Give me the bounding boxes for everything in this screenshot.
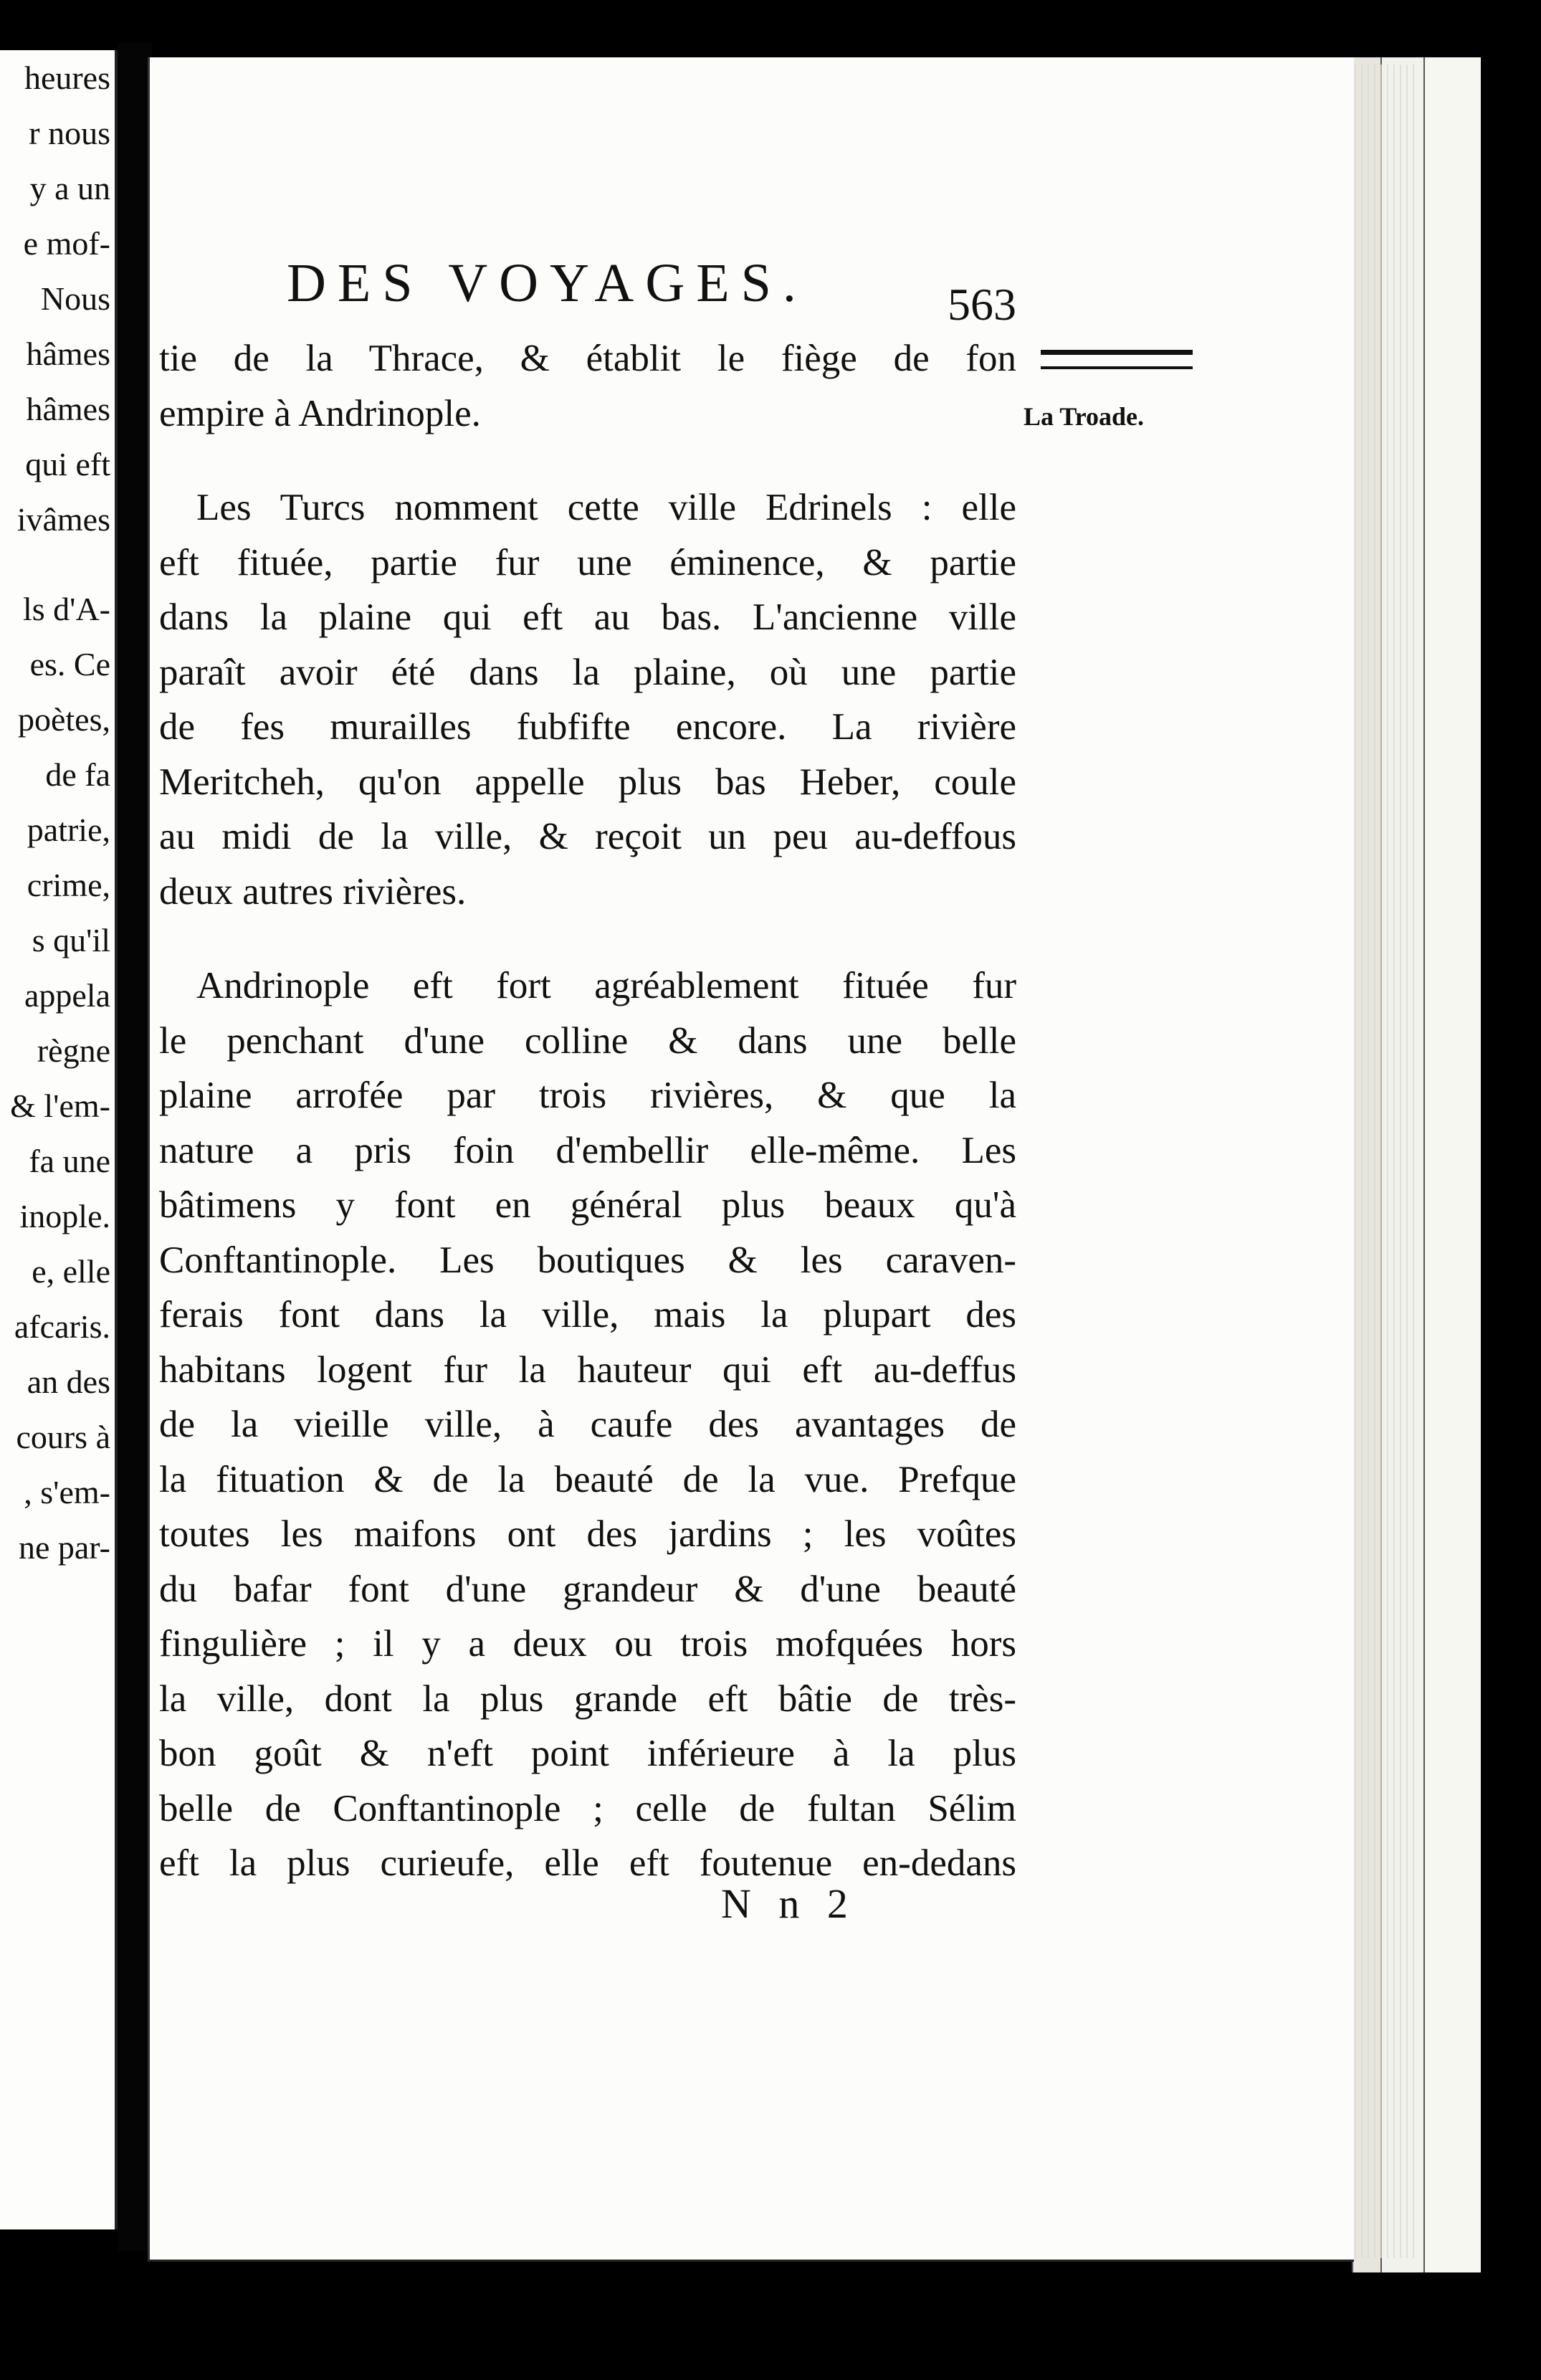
text-line: plaine arrofée par trois rivières, & que la bbox=[159, 1075, 1016, 1116]
page-stack-lines bbox=[1355, 65, 1419, 2258]
left-page-line: r nous bbox=[29, 115, 110, 151]
text-line: empire à Andrinople. bbox=[159, 392, 481, 434]
left-page-line: es. Ce bbox=[29, 646, 110, 682]
left-page-line: s qu'il bbox=[32, 922, 110, 958]
text-line: toutes les maifons ont des jardins ; les voûtes bbox=[159, 1513, 1016, 1555]
text-line: nature a pris foin d'embellir elle-même. Les bbox=[159, 1129, 1016, 1171]
text-line: fingulière ; il y a deux ou trois mofquées hors bbox=[159, 1623, 1016, 1665]
text-line: de la vieille ville, à caufe des avantages de bbox=[159, 1404, 1016, 1445]
text-line: la ville, dont la plus grande eft bâtie de très- bbox=[159, 1677, 1016, 1720]
left-page-line: fa une bbox=[29, 1143, 110, 1179]
left-page-line: qui eft bbox=[25, 446, 110, 482]
left-page-line: ivâmes bbox=[16, 501, 110, 538]
left-page-line: e mof- bbox=[23, 225, 110, 262]
text-line: Meritcheh, qu'on appelle plus bas Heber, coule bbox=[159, 761, 1016, 803]
paragraph bbox=[159, 480, 1016, 919]
text-line: paraît avoir été dans la plaine, où une partie bbox=[159, 651, 1016, 693]
left-page-line: poètes, bbox=[17, 701, 110, 738]
text-line: Andrinople eft fort agréablement fituée fur bbox=[196, 965, 1016, 1006]
left-page-line: ls d'A- bbox=[22, 591, 110, 627]
left-page-line: règne bbox=[37, 1032, 110, 1069]
left-page-line: & l'em- bbox=[10, 1087, 110, 1124]
left-page-line bbox=[0, 547, 110, 581]
text-line: du bafar font d'une grandeur & d'une beauté bbox=[159, 1568, 1016, 1610]
text-line: dans la plaine qui eft au bas. L'ancienne ville bbox=[159, 596, 1016, 638]
left-page-line: heures bbox=[24, 60, 110, 96]
left-page-line: appela bbox=[24, 977, 110, 1014]
left-page-line: hâmes bbox=[26, 391, 110, 427]
left-facing-page bbox=[0, 50, 118, 2229]
left-page-line: hâmes bbox=[26, 335, 110, 372]
paragraph bbox=[159, 331, 1016, 441]
left-page-line: afcaris. bbox=[14, 1308, 110, 1345]
paragraph-gap bbox=[159, 919, 1016, 958]
paragraph-gap bbox=[159, 441, 1016, 480]
running-head: DES VOYAGES. bbox=[287, 253, 808, 313]
text-line: bâtimens y font en général plus beaux qu'à bbox=[159, 1184, 1016, 1226]
left-page-line: cours à bbox=[16, 1419, 110, 1455]
book-gutter bbox=[118, 43, 152, 2251]
body-text bbox=[159, 331, 1016, 1891]
left-page-line: e, elle bbox=[32, 1253, 110, 1290]
left-page-line: y a un bbox=[29, 170, 110, 206]
page-number: 563 bbox=[948, 279, 1016, 330]
margin-note: La Troade. bbox=[1024, 402, 1145, 431]
text-line: deux autres rivières. bbox=[159, 870, 467, 913]
left-page-line: ne par- bbox=[18, 1529, 110, 1566]
text-line: belle de Conftantinople ; celle de fultan Sélim bbox=[159, 1787, 1016, 1829]
text-line: au midi de la ville, & reçoit un peu au-deffous bbox=[159, 816, 1016, 857]
page-edge bbox=[1423, 57, 1481, 2272]
text-line: Conftantinople. Les boutiques & les caraven- bbox=[159, 1239, 1016, 1281]
left-page-line: de fa bbox=[45, 756, 110, 793]
paragraph bbox=[159, 958, 1016, 1891]
text-line: ferais font dans la ville, mais la plupart des bbox=[159, 1294, 1016, 1336]
left-page-line: an des bbox=[27, 1363, 110, 1400]
text-line: la fituation & de la beauté de la vue. Prefque bbox=[159, 1458, 1016, 1500]
header-rule bbox=[1041, 350, 1193, 369]
left-page-line: , s'em- bbox=[24, 1474, 110, 1510]
left-page-line: crime, bbox=[27, 867, 110, 903]
text-line: de fes murailles fubfifte encore. La rivière bbox=[159, 706, 1016, 748]
left-page-line: inople. bbox=[19, 1198, 110, 1234]
text-line: eft fituée, partie fur une éminence, & partie bbox=[159, 541, 1016, 584]
text-line: habitans logent fur la hauteur qui eft au-deffus bbox=[159, 1348, 1016, 1391]
text-line: tie de la Thrace, & établit le fiège de fon bbox=[159, 338, 1016, 379]
left-page-line: patrie, bbox=[27, 811, 110, 848]
left-page-text bbox=[0, 50, 110, 1575]
text-line: Les Turcs nomment cette ville Edrinels : elle bbox=[196, 487, 1016, 528]
signature-mark: N n 2 bbox=[721, 1880, 857, 1927]
left-page-line: Nous bbox=[40, 280, 110, 317]
text-line: bon goût & n'eft point inférieure à la plus bbox=[159, 1733, 1016, 1774]
text-line: le penchant d'une colline & dans une belle bbox=[159, 1019, 1016, 1062]
text-line: eft la plus curieufe, elle eft foutenue en-dedans bbox=[159, 1842, 1016, 1884]
